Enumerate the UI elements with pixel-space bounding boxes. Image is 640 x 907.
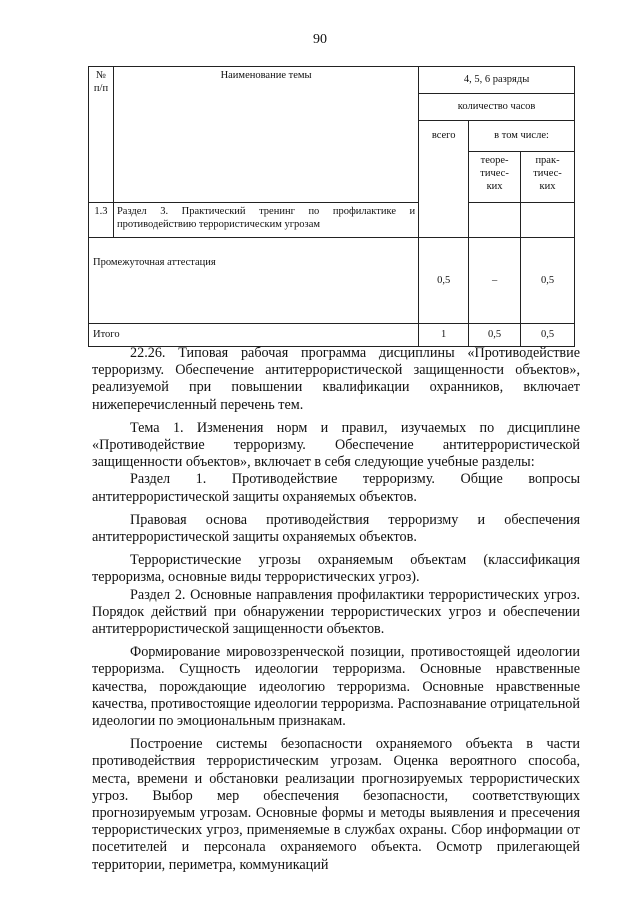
row-total: 1 <box>419 324 469 347</box>
row-topic: Промежуточная аттестация <box>89 238 419 324</box>
paragraph: Раздел 1. Противодействие терроризму. Общие вопросы антитеррористической защиты охраняемых объектов. <box>92 471 580 505</box>
paragraph: Тема 1. Изменения норм и правил, изучаемых по дисциплине «Противодействие терроризму. Обеспечение антитеррористической защищенности объектов», включает в себя следующие учебные разделы: <box>92 419 580 471</box>
row-theory <box>469 203 521 238</box>
paragraph: 22.26. Типовая рабочая программа дисциплины «Противодействие терроризму. Обеспечение антитеррористической защищенности объектов», реализуемой при повышении квалификации охранников, включает нижеперечисленный перечень тем. <box>92 345 580 413</box>
header-num: № п/п <box>89 67 114 203</box>
paragraph: Раздел 2. Основные направления профилактики террористических угроз. Порядок действий при обнаружении террористических угроз и обеспечении антитеррористической защищенности объектов. <box>92 586 580 638</box>
row-theory: 0,5 <box>469 324 521 347</box>
row-theory: – <box>469 238 521 324</box>
header-total: всего <box>419 121 469 238</box>
row-practice: 0,5 <box>521 238 575 324</box>
paragraph: Построение системы безопасности охраняемого объекта в части противодействия террористическим угрозам. Оценка вероятного способа, места, времени и обстановки реализации прогнозируемых террористических угроз. Выбор мер обеспечения безопасности, соответствующих прогнозируемым угрозам. Основные формы и методы выявления и пресечения террористических угроз, применяемые в службах охраны. Сбор информации от посетителей и персонала охраняемого объекта. Осмотр прилегающей территории, периметра, коммуникаций <box>92 736 580 873</box>
row-topic: Итого <box>89 324 419 347</box>
body-text <box>92 345 580 874</box>
header-topic: Наименование темы <box>113 67 418 203</box>
header-grades: 4, 5, 6 разряды <box>419 67 575 94</box>
page-number: 90 <box>313 32 327 47</box>
header-practice: прак- тичес- ких <box>521 152 575 203</box>
paragraph: Формирование мировоззренческой позиции, противостоящей идеологии терроризма. Сущность идеологии терроризма. Основные нравственные качества, порождающие идеологию терроризма. Основные нравственные качества, противостоящие идеологии терроризма. Распознавание отрицательной идеологии по эмоциональным признакам. <box>92 644 580 730</box>
row-topic: Раздел 3. Практический тренинг по профилактике и противодействию террористическим угрозам <box>113 203 418 238</box>
row-num: 1.3 <box>89 203 114 238</box>
row-practice: 0,5 <box>521 324 575 347</box>
header-incl: в том числе: <box>469 121 575 152</box>
header-hours: количество часов <box>419 94 575 121</box>
header-theory: теоре- тичес- ких <box>469 152 521 203</box>
row-total: 0,5 <box>419 238 469 324</box>
paragraph: Правовая основа противодействия терроризму и обеспечения антитеррористической защиты охраняемых объектов. <box>92 511 580 546</box>
paragraph: Террористические угрозы охраняемым объектам (классификация терроризма, основные виды террористических угроз). <box>92 552 580 586</box>
row-practice <box>521 203 575 238</box>
topics-table <box>88 66 575 347</box>
